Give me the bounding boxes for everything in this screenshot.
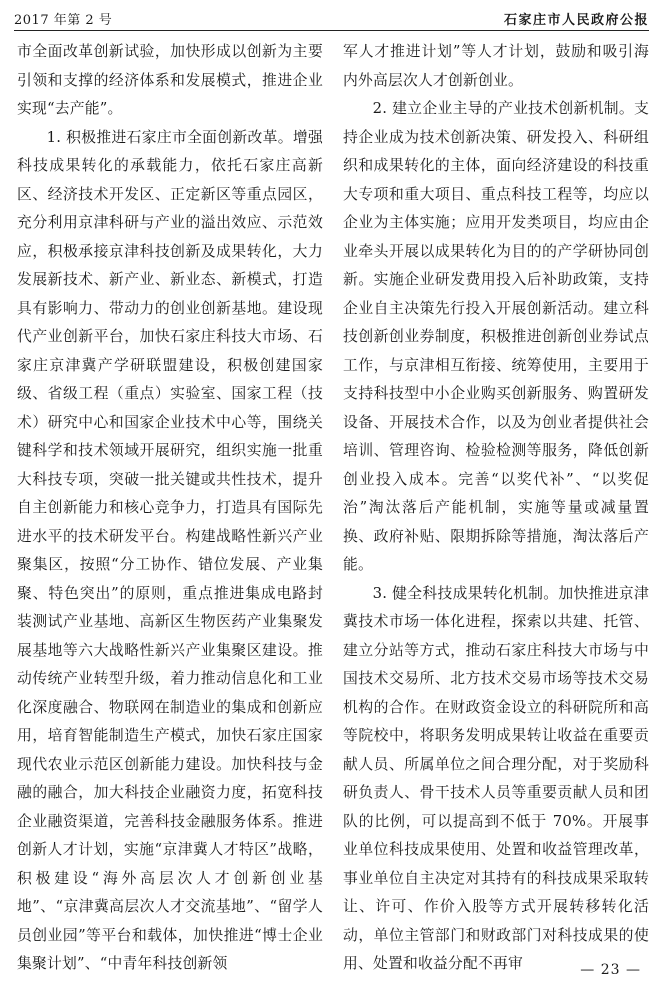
left-column — [17, 38, 323, 972]
page-number: — 23 — — [580, 962, 641, 978]
issue-label: 2017 年第 2 号 — [14, 13, 113, 28]
paragraph: 3. 健全科技成果转化机制。加快推进京津冀技术市场一体化进程，探索以共建、托管、建立分站等方式，推动石家庄科技大市场与中国技术交易所、北方技术交易市场等技术交易机构的合作。在财政资金设立的科研院所和高等院校中，将职务发明成果转让收益在重要贡献人员、所属单位之间合理分配，对于奖励科研负责人、骨干技术人员等重要贡献人员和团队的比例，可以提高到不低于 70%。开展事业单位科技成果使用、处置和收益管理改革，事业单位自主决定对其持有的科技成果采取转让、许可、作价入股等方式开展转移转化活动，单位主管部门和财政部门对科技成果的使用、处置和收益分配不再审 — [343, 584, 649, 972]
paragraph: 2. 建立企业主导的产业技术创新机制。支持企业成为技术创新决策、研发投入、科研组织和成果转化的主体，面向经济建设的科技重大专项和重大项目、重点科技工程等，均应以企业为主体实施；应用开发类项目，均应由企业牵头开展以成果转化为目的的产学研协同创新。实施企业研发费用投入后补助政策，支持企业自主决策先行投入开展创新活动。建立科技创新创业券制度，积极推进创新创业券试点工作，与京津相互衔接、统筹使用，主要用于支持科技型中小企业购买创新服务、购置研发设备、开展技术合作，以及为创业者提供社会培训、管理咨询、检验检测等服务，降低创新创业投入成本。完善“以奖代补”、“以奖促治”淘汰落后产能机制，实施等量或减量置换、政府补贴、限期拆除等措施，淘汰落后产能。 — [343, 100, 649, 573]
publication-title: 石家庄市人民政府公报 — [503, 13, 649, 28]
paragraph: 军人才推进计划”等人才计划，鼓励和吸引海内外高层次人才创新创业。 — [343, 43, 649, 89]
paragraph: 1. 积极推进石家庄市全面创新改革。增强科技成果转化的承载能力，依托石家庄高新区、经济技术开发区、正定新区等重点园区，充分利用京津科研与产业的溢出效应、示范效应，积极承接京津科技创新及成果转化，大力发展新技术、新产业、新业态、新模式，打造具有影响力、带动力的创业创新基地。建设现代产业创新平台，加快石家庄科技大市场、石家庄京津冀产学研联盟建设，积极创建国家级、省级工程（重点）实验室、国家工程（技术）研究中心和国家企业技术中心等，围绕关键科学和技术领域开展研究，组织实施一批重大科技专项，突破一批关键或共性技术，提升自主创新能力和核心竞争力，打造具有国际先进水平的技术研发平台。构建战略性新兴产业聚集区，按照“分工协作、错位发展、产业集聚、特色突出”的原则，重点推进集成电路封装测试产业基地、高新区生物医药产业集聚发展基地等六大战略性新兴产业集聚区建设。推动传统产业转型升级，着力推动信息化和工业化深度融合、物联网在制造业的集成和创新应用，培育智能制造生产模式，加快石家庄国家现代农业示范区创新能力建设。加快科技与金融的融合，加大科技企业融资力度，拓宽科技企业融资渠道，完善科技金融服务体系。推进创新人才计划，实施“京津冀人才特区”战略，积极建设“海外高层次人才创新创业基地”、“京津冀高层次人才交流基地”、“留学人员创业园”等平台和载体，加快推进“博士企业集聚计划”、“中青年科技创新领 — [17, 128, 323, 972]
page-header — [14, 8, 649, 31]
paragraph: 市全面改革创新试验，加快形成以创新为主要引领和支撑的经济体系和发展模式，推进企业实现“去产能”。 — [17, 43, 323, 117]
